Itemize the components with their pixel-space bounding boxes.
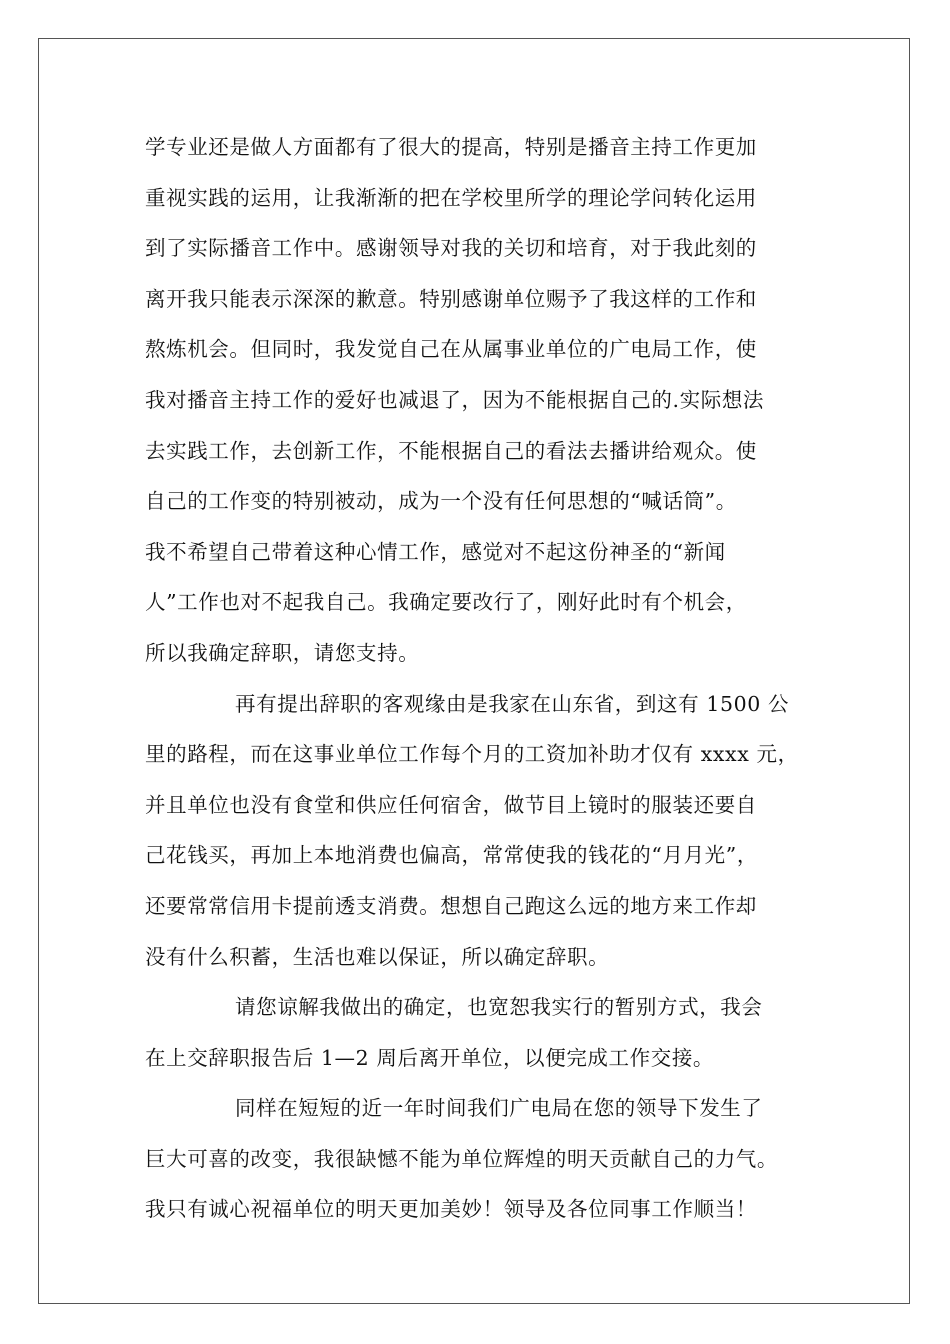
text-line: 还要常常信用卡提前透支消费。想想自己跑这么远的地方来工作却 — [145, 893, 757, 918]
text-line: 熬炼机会。但同时，我发觉自己在从属事业单位的广电局工作，使 — [145, 337, 757, 362]
text-line: 己花钱买，再加上本地消费也偏高，常常使我的钱花的“月月光”， — [145, 843, 758, 868]
text-line: 自己的工作变的特别被动，成为一个没有任何思想的“喊话筒”。 — [145, 489, 737, 514]
text-line: 所以我确定辞职，请您支持。 — [145, 640, 420, 665]
text-line: 离开我只能表示深深的歉意。特别感谢单位赐予了我这样的工作和 — [145, 286, 757, 311]
text-line: 没有什么积蓄，生活也难以保证，所以确定辞职。 — [145, 944, 610, 969]
text-line: 同样在短短的近一年时间我们广电局在您的领导下发生了 — [235, 1096, 763, 1121]
text-line: 我对播音主持工作的爱好也减退了，因为不能根据自己的.实际想法 — [145, 387, 765, 412]
text-line: 巨大可喜的改变，我很缺憾不能为单位辉煌的明天贡献自己的力气。 — [145, 1146, 778, 1171]
text-line: 去实践工作，去创新工作，不能根据自己的看法去播讲给观众。使 — [145, 438, 757, 463]
text-line: 到了实际播音工作中。感谢领导对我的关切和培育，对于我此刻的 — [145, 236, 757, 261]
text-line: 重视实践的运用，让我渐渐的把在学校里所学的理论学问转化运用 — [145, 185, 757, 210]
document-body — [145, 122, 825, 1235]
text-line: 在上交辞职报告后 1—2 周后离开单位，以便完成工作交接。 — [145, 1045, 715, 1070]
text-line: 并且单位也没有食堂和供应任何宿舍，做节目上镜时的服装还要自 — [145, 792, 757, 817]
text-line: 我不希望自己带着这种心情工作，感觉对不起这份神圣的“新闻 — [145, 539, 726, 564]
text-line: 再有提出辞职的客观缘由是我家在山东省，到这有 1500 公 — [235, 691, 790, 716]
text-line: 里的路程，而在这事业单位工作每个月的工资加补助才仅有 xxxx 元， — [145, 742, 799, 767]
text-line: 人”工作也对不起我自己。我确定要改行了，刚好此时有个机会， — [145, 590, 747, 615]
text-line: 请您谅解我做出的确定，也宽恕我实行的暂别方式，我会 — [235, 995, 763, 1020]
text-line: 学专业还是做人方面都有了很大的提高，特别是播音主持工作更加 — [145, 135, 757, 159]
text-line: 我只有诚心祝福单位的明天更加美妙！领导及各位同事工作顺当！ — [145, 1197, 757, 1222]
